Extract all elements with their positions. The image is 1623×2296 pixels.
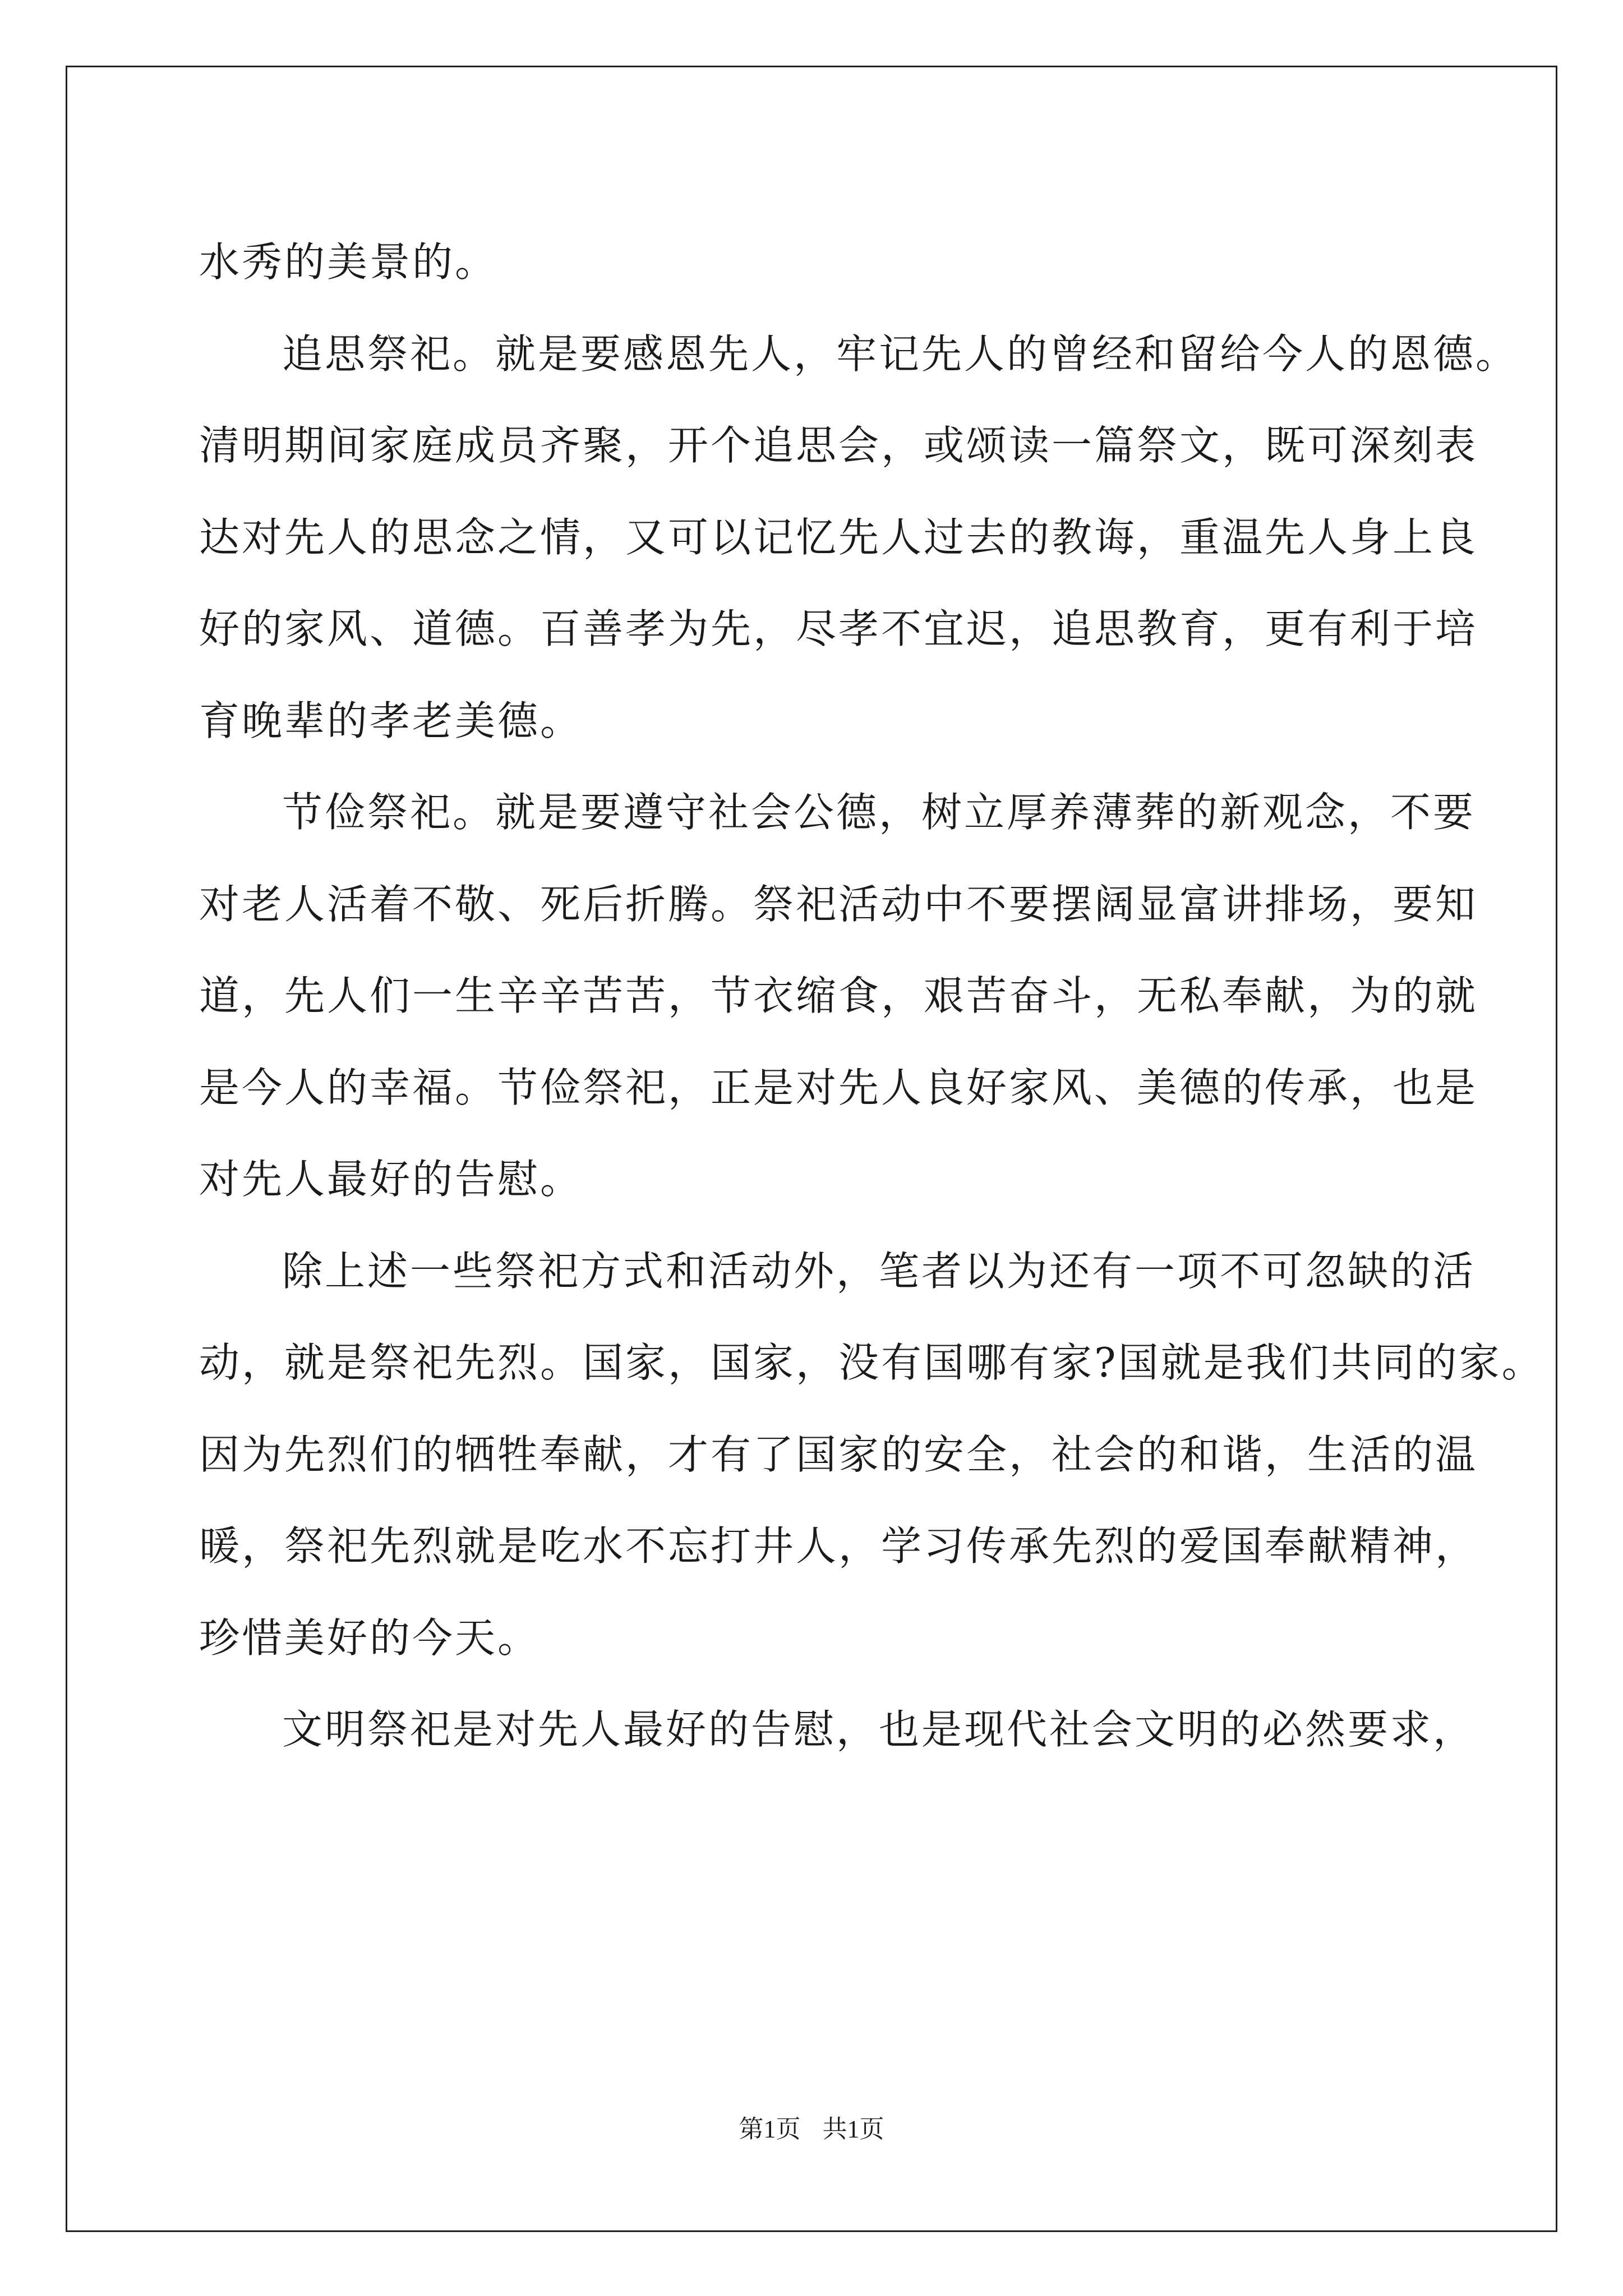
page-number: 第1页 [739, 2115, 801, 2143]
document-body [199, 217, 1544, 1776]
text-line: 对先人最好的告慰。 [199, 1156, 583, 1203]
text-line: 水秀的美景的。 [199, 238, 498, 286]
text-line: 动，就是祭祀先烈。国家，国家，没有国哪有家?国就是我们共同的家。 [199, 1339, 1544, 1386]
paragraph-start-line: 追思祭祀。就是要感恩先人，牢记先人的曾经和留给今人的恩德。 [282, 330, 1519, 378]
text-line: 好的家风、道德。百善孝为先，尽孝不宜迟，追思教育，更有利于培 [199, 605, 1478, 652]
text-line: 清明期间家庭成员齐聚，开个追思会，或颂读一篇祭文，既可深刻表 [199, 422, 1478, 469]
paragraph-start-line: 除上述一些祭祀方式和活动外，笔者以为还有一项不可忽缺的活 [282, 1247, 1476, 1295]
paragraph-start-line: 节俭祭祀。就是要遵守社会公德，树立厚养薄葬的新观念，不要 [282, 789, 1476, 836]
page-total: 共1页 [822, 2115, 884, 2143]
text-line: 达对先人的思念之情，又可以记忆先人过去的教诲，重温先人身上良 [199, 513, 1478, 561]
text-line: 育晚辈的孝老美德。 [199, 697, 583, 744]
text-line: 因为先烈们的牺牲奉献，才有了国家的安全，社会的和谐，生活的温 [199, 1430, 1478, 1478]
text-line: 暖，祭祀先烈就是吃水不忘打井人，学习传承先烈的爱国奉献精神， [199, 1522, 1478, 1570]
text-line: 珍惜美好的今天。 [199, 1614, 541, 1662]
text-line: 对老人活着不敬、死后折腾。祭祀活动中不要摆阔显富讲排场，要知 [199, 880, 1478, 928]
paragraph-start-line: 文明祭祀是对先人最好的告慰，也是现代社会文明的必然要求， [282, 1706, 1476, 1753]
page-footer [0, 2113, 1623, 2146]
text-line: 是今人的幸福。节俭祭祀，正是对先人良好家风、美德的传承，也是 [199, 1064, 1478, 1111]
text-line: 道，先人们一生辛辛苦苦，节衣缩食，艰苦奋斗，无私奉献，为的就 [199, 972, 1478, 1019]
